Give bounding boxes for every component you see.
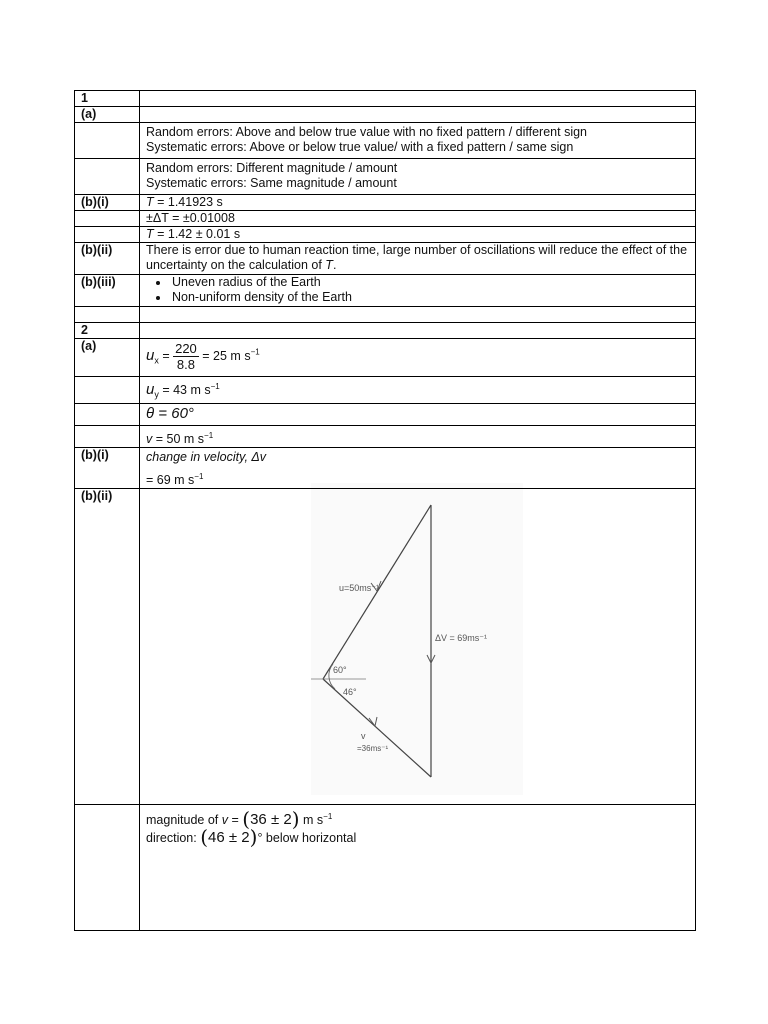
label-final-speed: =36ms⁻¹ [357,743,389,753]
q1-bi-label: (b)(i) [75,195,140,211]
q2-a-label: (a) [75,339,140,377]
q2-bii-label: (b)(ii) [75,488,140,804]
final-velocity-answer [140,804,696,930]
ux-equation: $u_x$ = $\frac{220}{8.8}$ = 25 m $s^{-1}$ [140,339,696,377]
systematic-errors-sign: Systematic errors: Above or below true value/ with a fixed pattern / same sign [146,140,574,154]
q1-bii-label: (b)(ii) [75,243,140,275]
vector-triangle-sketch [311,483,523,795]
uy-equation: $u_y = 43$ m $s^{-1}$ [140,377,696,404]
question-1-number: 1 [75,91,140,107]
label-delta-v: ΔV = 69ms⁻¹ [435,632,488,643]
period-final: T = 1.42 ± 0.01 s [140,227,696,243]
vector-diagram-cell [140,488,696,804]
theta-value: θ = 60° [140,403,696,425]
label-angle-46: 46° [343,686,357,697]
q1-a-answer-1 [140,123,696,159]
change-in-velocity: change in velocity, Δv = 69 m $s^{-1}$ [140,447,696,488]
random-errors-sign: Random errors: Above and below true value with no fixed pattern / different sign [146,125,587,139]
direction-line: direction: (46 ± 2)° below horizontal [146,825,357,850]
systematic-errors-magnitude: Systematic errors: Same magnitude / amount [146,176,397,190]
label-final-v: v [361,730,366,741]
ux-fraction: $\frac{220}{8.8}$ [175,341,197,372]
period-uncertainty: ±ΔT = ±0.01008 [140,211,696,227]
v-value: v = 50 m $s^{-1}$ [140,425,696,447]
period-value: T = 1.41923 s [140,195,696,211]
answer-table [74,90,696,931]
earth-factors [140,275,696,307]
q2-bi-label: (b)(i) [75,447,140,488]
label-angle-60: 60° [333,664,347,675]
final-velocity-line [323,679,431,777]
question-2-number: 2 [75,323,140,339]
list-item: • Non-uniform density of the Earth [170,290,689,305]
q1-a-answer-2 [140,159,696,195]
list-item: • Uneven radius of the Earth [170,275,689,290]
label-initial-velocity: u=50ms⁻¹ [339,582,380,593]
random-errors-magnitude: Random errors: Different magnitude / amount [146,161,398,175]
magnitude-line: magnitude of v = (36 ± 2) m $s^{-1}$ [146,807,333,832]
q1-a-label: (a) [75,107,140,123]
reaction-time-explanation: There is error due to human reaction time, large number of oscillations will reduce the effect of the uncertainty on the calculation of T. [140,243,696,275]
q1-biii-label: (b)(iii) [75,275,140,307]
